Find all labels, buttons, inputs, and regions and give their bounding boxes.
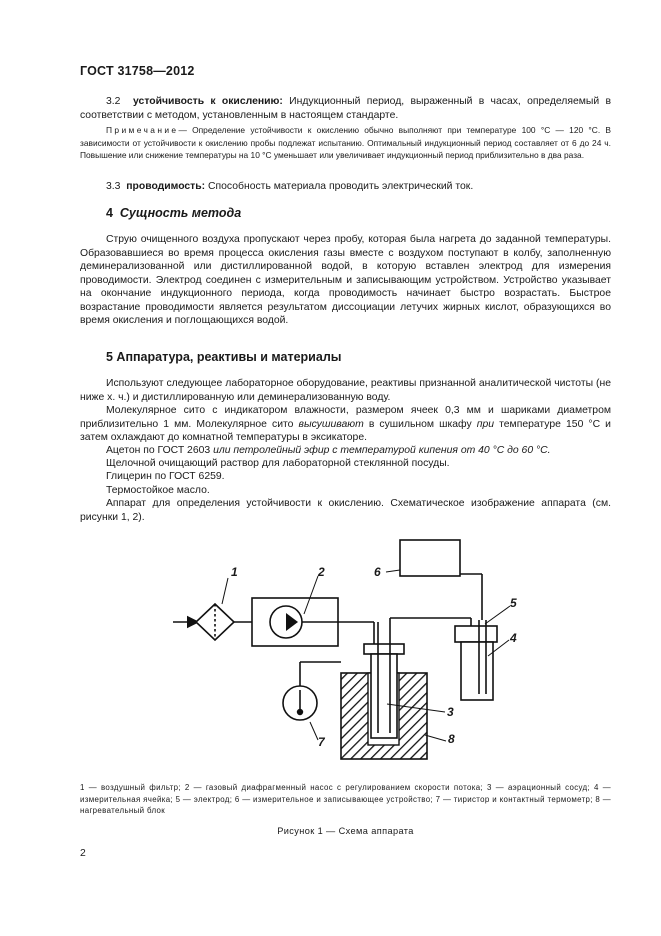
callout-6: 6 — [374, 565, 381, 579]
section-5-paragraph-5: Глицерин по ГОСТ 6259. — [106, 471, 225, 482]
figure-title: Рисунок 1 — Схема аппарата — [277, 826, 414, 836]
section-5-paragraph-3: Ацетон по ГОСТ 2603 или петролейный эфир с температурой кипения от 40 °С до 60 °С. — [106, 445, 551, 456]
section-4-text: Струю очищенного воздуха пропускают через пробу, которая была нагрета до заданной температуры. Образовавшиеся во время процесса окисления газы вместе с воздухом поступают в колбу, заполненную деминерализованной или дистиллированной водой, в которую вставлен электрод для измерения проводимости. Электрод соединен с измерительным и записывающим устройством. Устройство указывает на окончание индукционного периода, когда проводимость начинает быстро возрастать. Быстрое возрастание проводимости является результатом диссоциации летучих жирных кислот, образующихся во время окисления и поглощающихся водой. — [80, 234, 611, 326]
section-5-paragraph-2: Молекулярное сито с индикатором влажности, размером ячеек 0,3 мм и шариками диаметром приблизительно 1 мм. Молекулярное сито высушивают в сушильном шкафу при температуре 150 °С и затем охлаждают до комнатной температуры в эксикаторе. — [80, 405, 611, 443]
measuring-cell — [455, 620, 497, 700]
figure-caption: 1 — воздушный фильтр; 2 — газовый диафрагменный насос с регулированием скорости потока; 3 — аэрационный сосуд; 4 — измерительная ячейка; 5 — электрод; 6 — измерительное и записывающее устройство; 7 — тиристор и контактный термометр; 8 — нагревательный блок — [80, 783, 611, 815]
recording-device — [400, 540, 460, 576]
callout-4: 4 — [510, 631, 517, 645]
note: Примечание— Определение устойчивости к окислению обычно выполняют при температуре 100 °С — 120 °С. В зависимости от устойчивости к окислению пробы подлежат испытанию. Оптимальный индукционный период составляет от 6 до 24 ч. Повышение или снижение температуры на 10 °С уменьшает или увеличивает индукционный период приблизительно в два раза. — [80, 125, 611, 161]
callout-5: 5 — [510, 596, 517, 610]
document-header: ГОСТ 31758—2012 — [80, 64, 195, 78]
callout-3: 3 — [447, 705, 454, 719]
section-5-paragraph-7: Аппарат для определения устойчивости к окислению. Схематическое изображение аппарата (см. рисунки 1, 2). — [80, 498, 611, 523]
diaphragm-pump — [252, 598, 338, 646]
definition-3-3: 3.3 проводимость: Способность материала проводить электрический ток. — [106, 181, 474, 192]
section-4-heading: 4 Сущность метода — [106, 206, 242, 220]
definition-3-2: 3.2 устойчивость к окислению: Индукционный период, выраженный в часах, определяемый в соответствии с методом, установленным в настоящем стандарте. — [80, 96, 611, 121]
section-5-paragraph-1: Используют следующее лабораторное оборудование, реактивы признанной аналитической чистоты (не ниже х. ч.) и дистиллированную или деминерализованную воду. — [80, 378, 611, 403]
callout-7: 7 — [318, 735, 325, 749]
page-number: 2 — [80, 848, 86, 859]
contact-thermometer — [283, 662, 341, 720]
section-5-paragraph-6: Термостойкое масло. — [106, 485, 210, 496]
section-5-heading: 5 Аппаратура, реактивы и материалы — [106, 350, 342, 364]
section-5-paragraph-4: Щелочной очищающий раствор для лабораторной стеклянной посуды. — [106, 458, 450, 469]
air-filter — [196, 604, 234, 640]
callout-8: 8 — [448, 732, 455, 746]
callout-1: 1 — [231, 565, 238, 579]
callout-2: 2 — [318, 565, 325, 579]
